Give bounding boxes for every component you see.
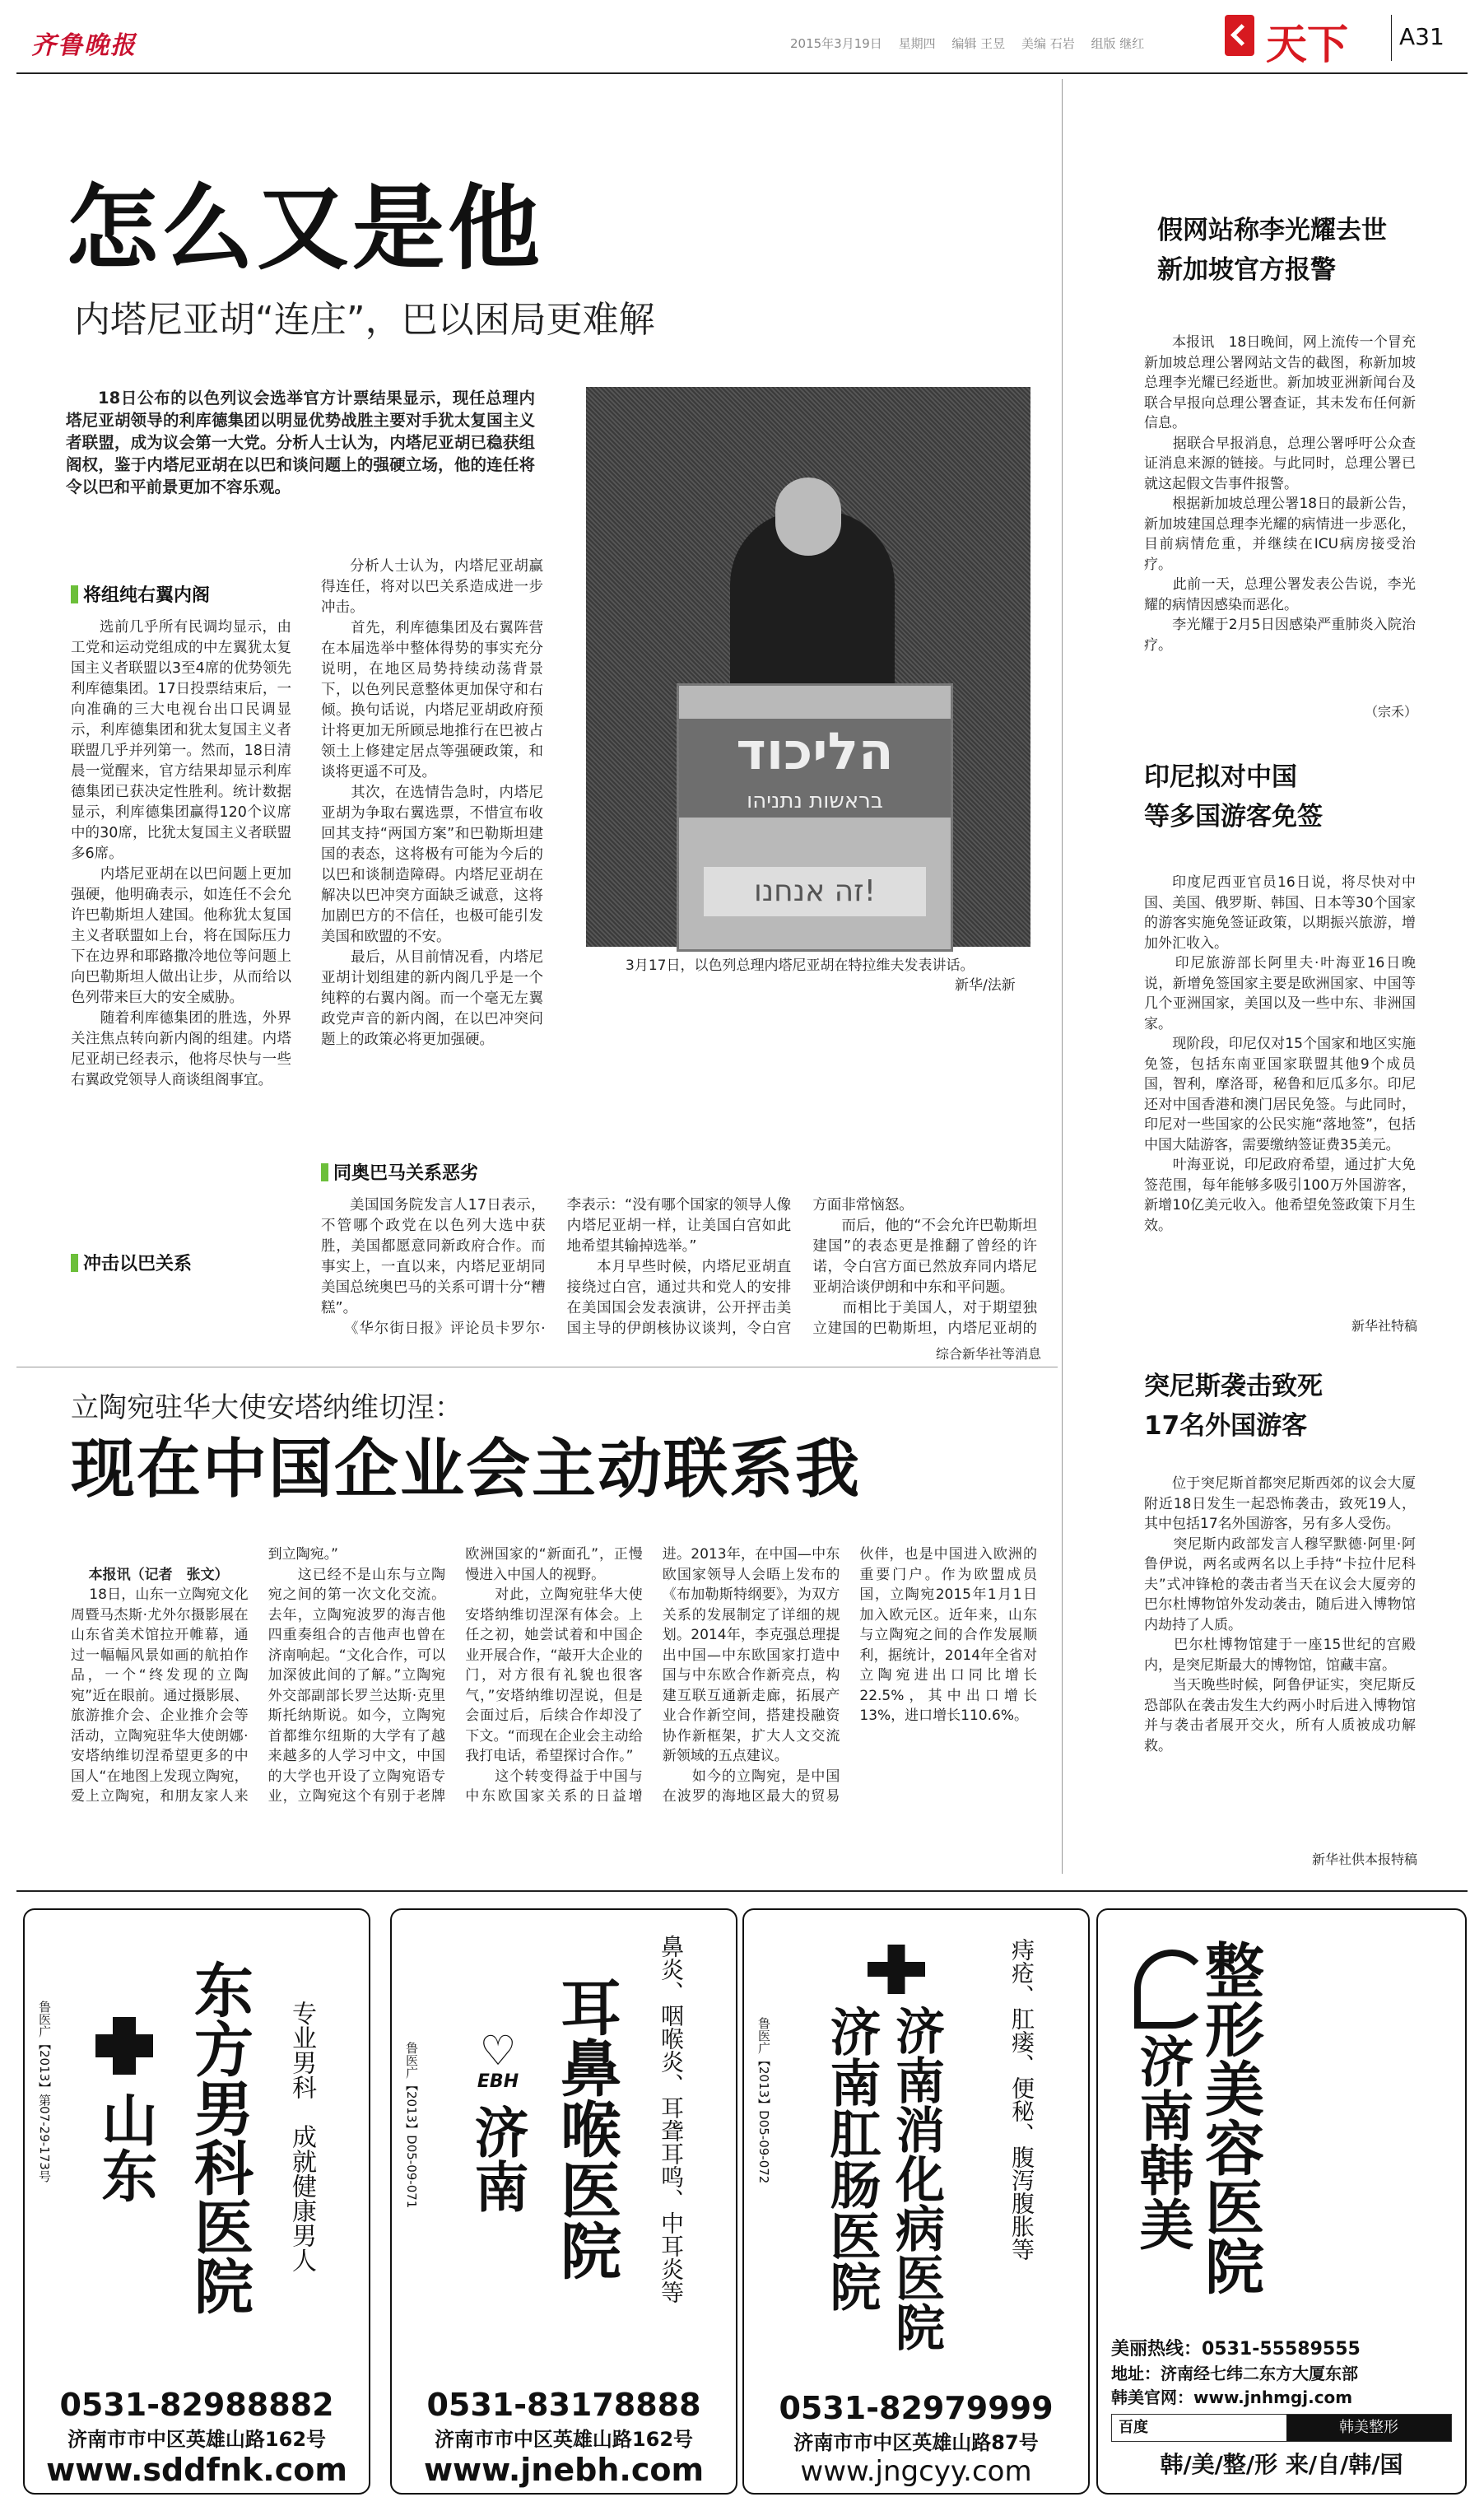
ad-4-name-line2: 济南韩美 bbox=[1130, 2033, 1193, 2251]
ad-2-url[interactable]: www.jnebh.com bbox=[423, 2452, 705, 2488]
ad-cosmetic-hospital[interactable] bbox=[1096, 1908, 1467, 2495]
medical-cross-icon bbox=[868, 1945, 925, 1994]
second-body bbox=[71, 1544, 1037, 1890]
lead-title: 怎么又是他 bbox=[66, 175, 543, 282]
heart-icon: ♡ bbox=[479, 2027, 517, 2075]
sidebar-1-credit: （宗禾） bbox=[1364, 704, 1417, 720]
photo-caption: 3月17日，以色列总理内塔尼亚胡在特拉维夫发表讲话。 bbox=[626, 957, 975, 974]
section-heading-2: 冲击以巴关系 bbox=[71, 1250, 192, 1275]
ad-1-name: 东方男科医院 bbox=[184, 1959, 254, 2315]
search-bar[interactable] bbox=[1111, 2414, 1452, 2442]
section-heading-1: 将组纯右翼内阁 bbox=[71, 581, 210, 607]
cross-logo-icon bbox=[95, 2017, 153, 2075]
masthead-meta bbox=[790, 35, 1144, 52]
section-title: 天下 bbox=[1266, 21, 1348, 68]
heading-bar-icon bbox=[71, 585, 78, 603]
ad-1-license: 鲁医广【2013】第07-29-173号 bbox=[37, 2001, 52, 2183]
second-kicker: 立陶宛驻华大使安塔纳维切涅： bbox=[71, 1391, 463, 1424]
sidebar-1-text: 本报讯 18日晚间，网上流传一个冒充新加坡总理公署网站文告的截图，称新加坡总理李光耀已经逝世。新加坡亚洲新闻台及联合早报向总理公署查证，其未发布任何新信息。 据联合早报消息，总理公署呼吁公众查证消息来源的链接。与此同时，总理公署已就这起假文告事件报警。 根据新加坡总理公署18日的最新公告，新加坡建国总理李光耀的病情进一步恶化，目前病情危重，并继续在ICU病房接受治疗。 此前一天，总理公署发表公告说，李光耀的病情因感染而恶化。 李光耀于2月5日因感染严重肺炎入院治疗。 bbox=[1144, 334, 1416, 654]
paper-name: 齐鲁晚报 bbox=[31, 31, 137, 60]
page-number: A31 bbox=[1399, 23, 1444, 50]
lead-section-3-text: 美国国务院发言人17日表示，不管哪个政党在以色列大选中获胜，美国都愿意同新政府合作。而事实上，一直以来，内塔尼亚胡同美国总统奥巴马的关系可谓十分“糟糕”。 《华尔街日报》评论员卡罗尔·李表示：“没有哪个国家的领导人像内塔尼亚胡一样，让美国白宫如此地希望其输掉选举。” 本月早些时候，内塔尼亚胡直接绕过白宫，通过共和党人的安排在美国国会发表演讲，公开抨击美国主导的伊朗核协议谈判，令白宫方面非常恼怒。 而后，他的“不会允许巴勒斯坦建国”的表态更是推翻了曾经的许诺，令白宫方面已然放弃同内塔尼亚胡洽谈伊朗和中东和平问题。 而相比于美国人，对于期望独立建国的巴勒斯坦，内塔尼亚胡的 bbox=[321, 1197, 1037, 1337]
issue-date: 2015年3月19日 bbox=[790, 36, 882, 51]
ad-2-license: 鲁医广【2013】D05-09-071 bbox=[404, 2042, 419, 2209]
ad-3-slogan: 痔疮、肛瘘、便秘、腹泻腹胀等 bbox=[1008, 1938, 1035, 2261]
section-heading-3: 同奥巴马关系恶劣 bbox=[321, 1159, 478, 1185]
ad-2-phone: 0531-83178888 bbox=[426, 2387, 701, 2423]
masthead-rule bbox=[16, 72, 1468, 74]
sidebar-3-title: 突尼斯袭击致死 17名外国游客 bbox=[1144, 1372, 1323, 1441]
second-byline: 本报讯（记者 张文） bbox=[88, 1566, 229, 1583]
speaker-head bbox=[775, 478, 841, 556]
ad-mens-hospital[interactable] bbox=[23, 1908, 370, 2495]
issue-weekday: 星期四 bbox=[898, 36, 936, 51]
ad-1-slogan: 专业男科 成就健康男人 bbox=[287, 2001, 316, 2272]
art-credit: 美编 石岩 bbox=[1021, 36, 1075, 51]
sidebar-2-text: 印度尼西亚官员16日说，将尽快对中国、美国、俄罗斯、韩国、日本等30个国家的游客实施免签证政策，以期振兴旅游，增加外汇收入。 印尼旅游部长阿里夫·叶海亚16日晚说，新增免签国家主要是欧洲国家、中国等几个亚洲国家，美国以及一些中东、非洲国家。 现阶段，印尼仅对15个国家和地区实施免签，包括东南亚国家联盟其他9个成员国，智利，摩洛哥，秘鲁和厄瓜多尔。印尼还对中国香港和澳门居民免签。与此同时，印尼对一些国家的公民实施“落地签”，包括中国大陆游客，需要缴纳签证费35美元。 叶海亚说，印尼政府希望，通过扩大免签范围，每年能够多吸引100万外国游客，新增10亿美元收入。他希望免签政策下月生效。 bbox=[1144, 874, 1416, 1234]
ad-1-phone: 0531-82988882 bbox=[59, 2387, 334, 2423]
ad-4-name-line1: 整形美容医院 bbox=[1195, 1940, 1264, 2295]
editor-credit: 编辑 王昱 bbox=[951, 36, 1006, 51]
ad-3-url[interactable]: www.jngcyy.com bbox=[800, 2455, 1032, 2488]
ad-1-url[interactable]: www.sddfnk.com bbox=[46, 2452, 347, 2488]
lead-intro: 18日公布的以色列议会选举官方计票结果显示，现任总理内塔尼亚胡领导的利库德集团以明显优势战胜主要对手犹太复国主义者联盟，成为议会第一大党。分析人士认为，内塔尼亚胡已稳获组阁权，鉴于内塔尼亚胡在以巴和谈问题上的强硬立场，他的连任将令以巴和平前景更加不容乐观。 bbox=[66, 389, 535, 496]
search-brand: 百度 bbox=[1119, 2419, 1148, 2436]
ad-2-address: 济南市市中区英雄山路162号 bbox=[434, 2428, 694, 2451]
search-term: 韩美整形 bbox=[1286, 2415, 1451, 2441]
ad-4-footer: 韩/美/整/形 来/自/韩/国 bbox=[1160, 2451, 1403, 2478]
lead-section-1-text: 选前几乎所有民调均显示，由工党和运动党组成的中左翼犹太复国主义者联盟以3至4席的优势领先利库德集团。17日投票结束后，一向准确的三大电视台出口民调显示，利库德集团和犹太复国主义者联盟几乎并列第一。然而，18日清晨一觉醒来，官方结果却显示利库德集团已获决定性胜利。统计数据显示，利库德集团赢得120个议席中的30席，比犹太复国主义者联盟多6席。 内塔尼亚胡在以巴问题上更加强硬，他明确表示，如连任不会允许巴勒斯坦人建国。他称犹太复国主义者联盟如上台，将在国际压力下在边界和耶路撒冷地位等问题上向巴勒斯坦人做出让步，从而给以色列带来巨大的安全威胁。 随着利库德集团的胜选，外界关注焦点转向新内阁的组建。内塔尼亚胡已经表示，他将尽快与一些右翼政党领导人商谈组阁事宜。 bbox=[71, 619, 291, 1088]
ad-3-address: 济南市市中区英雄山路87号 bbox=[793, 2431, 1039, 2454]
sidebar-2-title: 印尼拟对中国 等多国游客免签 bbox=[1144, 762, 1323, 832]
heading-bar-icon bbox=[71, 1254, 78, 1272]
heading-bar-icon bbox=[321, 1163, 328, 1181]
lead-subtitle: 内塔尼亚胡“连庄”，巴以困局更难解 bbox=[74, 299, 655, 341]
sidebar-2-credit: 新华社特稿 bbox=[1351, 1318, 1417, 1334]
ad-3-license: 鲁医广【2013】D05-09-072 bbox=[756, 2017, 771, 2184]
podium-sign-line1: הליכוד bbox=[679, 719, 951, 785]
ad-4-site[interactable]: 韩美官网：www.jnhmgj.com bbox=[1111, 2388, 1353, 2407]
podium bbox=[677, 683, 953, 952]
ebh-logo-icon: ♡ EBH bbox=[461, 2030, 535, 2092]
podium-sign-line2: בראשות נתניהו bbox=[679, 785, 951, 818]
sidebar-1-title: 假网站称李光耀去世 新加坡官方报警 bbox=[1157, 216, 1387, 285]
ad-3-name-line1: 济南消化病医院 bbox=[887, 2006, 945, 2351]
second-text: 18日，山东一立陶宛文化周暨马杰斯·尤外尔摄影展在山东省美术馆拉开帷幕，通过一幅幅风景如画的航拍作品，一个“终发现的立陶宛”近在眼前。通过摄影展、旅游推介会、企业推介会等活动，立陶宛驻华大使朗娜·安塔纳维切涅希望更多的中国人“在地图上发现立陶宛，爱上立陶宛，和朋友家人来到立陶宛。” 这已经不是山东与立陶宛之间的第一次文化交流。去年，立陶宛波罗的海吉他四重奏组合的吉他声也曾在济南响起。“文化合作，可以加深彼此间的了解。”立陶宛外交部副部长罗兰达斯·克里斯托纳斯说。如今，立陶宛首都维尔纽斯的大学有了越来越多的人学习中文，中国的大学也开设了立陶宛语专业，立陶宛这个有别于老牌欧洲国家的“新面孔”，正慢慢进入中国人的视野。 对此，立陶宛驻华大使安塔纳维切涅深有体会。上任之初，她尝试着和中国企业开展合作，“敲开大企业的门，对方很有礼貌也很客气，”安塔纳维切涅说，但是会面过后，后续合作却没了下文。“而现在企业会主动给我打电话，希望探讨合作。” 这个转变得益于中国与中东欧国家关系的日益增进。2013年，在中国—中东欧国家领导人会晤上发布的《布加勒斯特纲要》，为双方关系的发展制定了详细的规划。2014年，李克强总理提出中国—中东欧国家打造中国与中东欧合作新亮点，构建互联互通新走廊，拓展产业合作新空间，搭建投融资协作新框架，扩大人文交流新领域的五点建议。 如今的立陶宛，是中国在波罗的海地区最大的贸易伙伴，也是中国进入欧洲的重要门户。作为欧盟成员国，立陶宛2015年1月1日加入欧元区。近年来，山东与立陶宛之间的合作发展顺利，据统计，2014年全省对立陶宛进出口同比增长22.5%，其中出口增长13%，进口增长110.6%。 bbox=[71, 1546, 1037, 1805]
photo-credit: 新华/法新 bbox=[955, 977, 1016, 994]
ad-1-brand: 山东 bbox=[92, 2091, 157, 2203]
ad-2-brand: 济南 bbox=[465, 2104, 528, 2213]
chevron-left-icon bbox=[1230, 24, 1253, 46]
second-title: 现在中国企业会主动联系我 bbox=[71, 1433, 862, 1507]
ad-2-slogan: 鼻炎、咽喉炎、耳聋耳鸣、中耳炎等 bbox=[658, 1935, 685, 2304]
ad-3-name-line2: 济南肛肠医院 bbox=[821, 2006, 882, 2312]
ad-4-hotline: 美丽热线：0531-55589555 bbox=[1111, 2339, 1361, 2360]
podium-sign-line3: זה אנחנו! bbox=[704, 867, 926, 916]
sidebar-3-text: 位于突尼斯首都突尼斯西郊的议会大厦附近18日发生一起恐怖袭击，致死19人，其中包括17名外国游客，另有多人受伤。 突尼斯内政部发言人穆罕默德·阿里·阿鲁伊说，两名或两名以上手持“卡拉什尼科夫”式冲锋枪的袭击者当天在议会大厦旁的巴尔杜博物馆外发动袭击，随后进入博物馆内劫持了人质。 巴尔杜博物馆建于一座15世纪的宫殿内，是突尼斯最大的博物馆，馆藏丰富。 当天晚些时候，阿鲁伊证实，突尼斯反恐部队在袭击发生大约两小时后进入博物馆并与袭击者展开交火，所有人质被成功解救。 bbox=[1144, 1475, 1416, 1754]
ad-4-address: 地址：济南经七纬二东方大厦东部 bbox=[1111, 2364, 1358, 2383]
ad-2-name: 耳鼻喉医院 bbox=[551, 1976, 621, 2280]
ad-ent-hospital[interactable] bbox=[390, 1908, 737, 2495]
ad-1-address: 济南市市中区英雄山路162号 bbox=[67, 2428, 327, 2451]
layout-credit: 组版 继红 bbox=[1091, 36, 1145, 51]
sidebar-3-credit: 新华社供本报特稿 bbox=[1311, 1852, 1417, 1867]
section-badge bbox=[1225, 15, 1254, 56]
ad-3-phone: 0531-82979999 bbox=[779, 2390, 1054, 2426]
lead-credit: 综合新华社等消息 bbox=[935, 1346, 1041, 1362]
lead-photo bbox=[586, 387, 1030, 947]
lead-section-2-text: 分析人士认为，内塔尼亚胡赢得连任，将对以巴关系造成进一步冲击。 首先，利库德集团及右翼阵营在本届选举中整体得势的事实充分说明，在地区局势持续动荡背景下，以色列民意整体更加保守和右倾。换句话说，内塔尼亚胡政府预计将更加无所顾忌地推行在巴被占领土上修建定居点等强硬政策，和谈将更遥不可及。 其次，在选情告急时，内塔尼亚胡为争取右翼选票，不惜宣布收回其支持“两国方案”和巴勒斯坦建国的表态，这将极有可能为今后的以巴和谈制造障碍。内塔尼亚胡在解决以巴冲突方面缺乏诚意，这将加剧巴方的不信任，也极可能引发美国和欧盟的不安。 最后，从目前情况看，内塔尼亚胡计划组建的新内阁几乎是一个纯粹的右翼内阁。而一个毫无左翼政党声音的新内阁，在以巴冲突问题上的政策必将更加强硬。 bbox=[321, 558, 543, 1048]
ad-digestive-hospital[interactable] bbox=[742, 1908, 1090, 2495]
